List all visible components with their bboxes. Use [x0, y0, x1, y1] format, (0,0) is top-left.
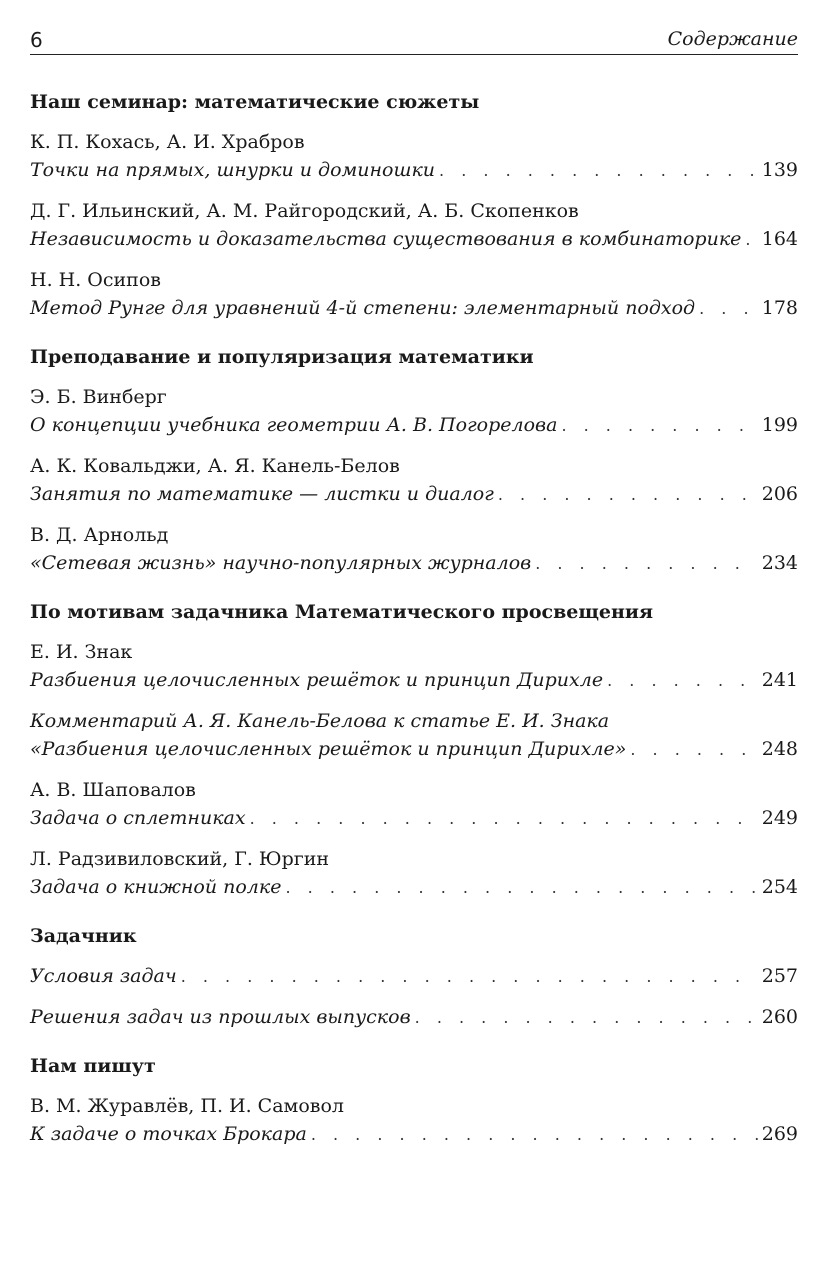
- entry-authors: В. Д. Арнольд: [30, 524, 169, 546]
- entry-title: Точки на прямых, шнурки и доминошки: [30, 159, 436, 181]
- entry-authors: Л. Радзивиловский, Г. Юргин: [30, 848, 330, 870]
- toc-entry[interactable]: [30, 383, 798, 440]
- entry-title-line: [30, 735, 798, 764]
- dot-leader: [286, 874, 758, 902]
- entry-authors: Е. И. Знак: [30, 641, 133, 663]
- entry-title: О концепции учебника геометрии А. В. Погорелова: [30, 414, 558, 436]
- entry-title: Задача о книжной полке: [30, 876, 282, 898]
- dot-leader: [561, 412, 757, 440]
- page-number: 6: [30, 28, 43, 52]
- table-of-contents: [30, 88, 798, 1169]
- entry-authors: Д. Г. Ильинский, А. М. Райгородский, А. Б. Скопенков: [30, 200, 579, 222]
- entry-title-line: [30, 411, 798, 440]
- entry-title: Занятия по математике — листки и диалог: [30, 483, 494, 505]
- entry-page: 206: [761, 483, 798, 505]
- entry-page: 269: [761, 1123, 798, 1145]
- toc-entry[interactable]: [30, 707, 798, 764]
- entry-title-line: [30, 294, 798, 323]
- entry-title-line: [30, 804, 798, 833]
- entry-title-line: [30, 480, 798, 509]
- dot-leader: [311, 1121, 758, 1149]
- running-header: [30, 26, 798, 55]
- dot-leader: [439, 157, 758, 185]
- entry-page: 260: [761, 1006, 798, 1028]
- dot-leader: [535, 550, 758, 578]
- toc-entry[interactable]: [30, 845, 798, 902]
- entry-title: Независимость и доказательства существования в комбинаторике: [30, 228, 742, 250]
- toc-entry[interactable]: [30, 1092, 798, 1149]
- entry-authors: К. П. Кохась, А. И. Храбров: [30, 131, 305, 153]
- entry-title-line: [30, 666, 798, 695]
- entry-title: «Сетевая жизнь» научно-популярных журналов: [30, 552, 532, 574]
- entry-title-line: [30, 1120, 798, 1149]
- toc-entry[interactable]: [30, 266, 798, 323]
- entry-authors: А. В. Шаповалов: [30, 779, 196, 801]
- entry-page: 249: [761, 807, 798, 829]
- toc-entry[interactable]: [30, 452, 798, 509]
- entry-page: 139: [761, 159, 798, 181]
- dot-leader: [250, 805, 758, 833]
- entry-title-line: [30, 873, 798, 902]
- entry-authors: В. М. Журавлёв, П. И. Самовол: [30, 1095, 344, 1117]
- toc-section: [30, 598, 798, 902]
- toc-section: [30, 88, 798, 323]
- entry-page: 178: [761, 297, 798, 319]
- toc-section: [30, 343, 798, 578]
- entry-title: Разбиения целочисленных решёток и принцип Дирихле: [30, 669, 604, 691]
- entry-page: 254: [761, 876, 798, 898]
- entry-title-line: [30, 549, 798, 578]
- entry-title-line: [30, 225, 798, 254]
- entry-title: Метод Рунге для уравнений 4-й степени: элементарный подход: [30, 297, 696, 319]
- entry-title: Условия задач: [30, 965, 177, 987]
- section-title: Задачник: [30, 925, 137, 947]
- toc-entry[interactable]: [30, 197, 798, 254]
- dot-leader: [745, 226, 757, 254]
- running-title: Содержание: [667, 28, 798, 50]
- dot-leader: [607, 667, 758, 695]
- dot-leader: [498, 481, 758, 509]
- dot-leader: [630, 736, 757, 764]
- entry-page: 241: [761, 669, 798, 691]
- entry-page: 234: [761, 552, 798, 574]
- entry-title: «Разбиения целочисленных решёток и принцип Дирихле»: [30, 738, 627, 760]
- entry-page: 164: [761, 228, 798, 250]
- toc-section: [30, 1052, 798, 1149]
- entry-title: Задача о сплетниках: [30, 807, 246, 829]
- toc-entry[interactable]: [30, 962, 798, 991]
- entry-page: 257: [761, 965, 798, 987]
- dot-leader: [699, 295, 758, 323]
- section-title: Нам пишут: [30, 1055, 156, 1077]
- dot-leader: [415, 1004, 758, 1032]
- entry-title: К задаче о точках Брокара: [30, 1123, 307, 1145]
- section-title: По мотивам задачника Математического просвещения: [30, 601, 654, 623]
- toc-entry[interactable]: [30, 128, 798, 185]
- toc-entry[interactable]: [30, 521, 798, 578]
- entry-title: Решения задач из прошлых выпусков: [30, 1006, 411, 1028]
- entry-comment-heading: Комментарий А. Я. Канель-Белова к статье Е. И. Знака: [30, 710, 610, 732]
- toc-entry[interactable]: [30, 1003, 798, 1032]
- toc-entry[interactable]: [30, 638, 798, 695]
- entry-page: 248: [761, 738, 798, 760]
- entry-title-line: [30, 156, 798, 185]
- section-title: Наш семинар: математические сюжеты: [30, 91, 480, 113]
- toc-entry[interactable]: [30, 776, 798, 833]
- entry-authors: А. К. Ковальджи, А. Я. Канель-Белов: [30, 455, 400, 477]
- entry-title-line: [30, 962, 798, 991]
- entry-title-line: [30, 1003, 798, 1032]
- toc-section: [30, 922, 798, 1032]
- section-title: Преподавание и популяризация математики: [30, 346, 534, 368]
- entry-authors: Э. Б. Винберг: [30, 386, 167, 408]
- dot-leader: [181, 963, 758, 991]
- entry-page: 199: [761, 414, 798, 436]
- entry-authors: Н. Н. Осипов: [30, 269, 161, 291]
